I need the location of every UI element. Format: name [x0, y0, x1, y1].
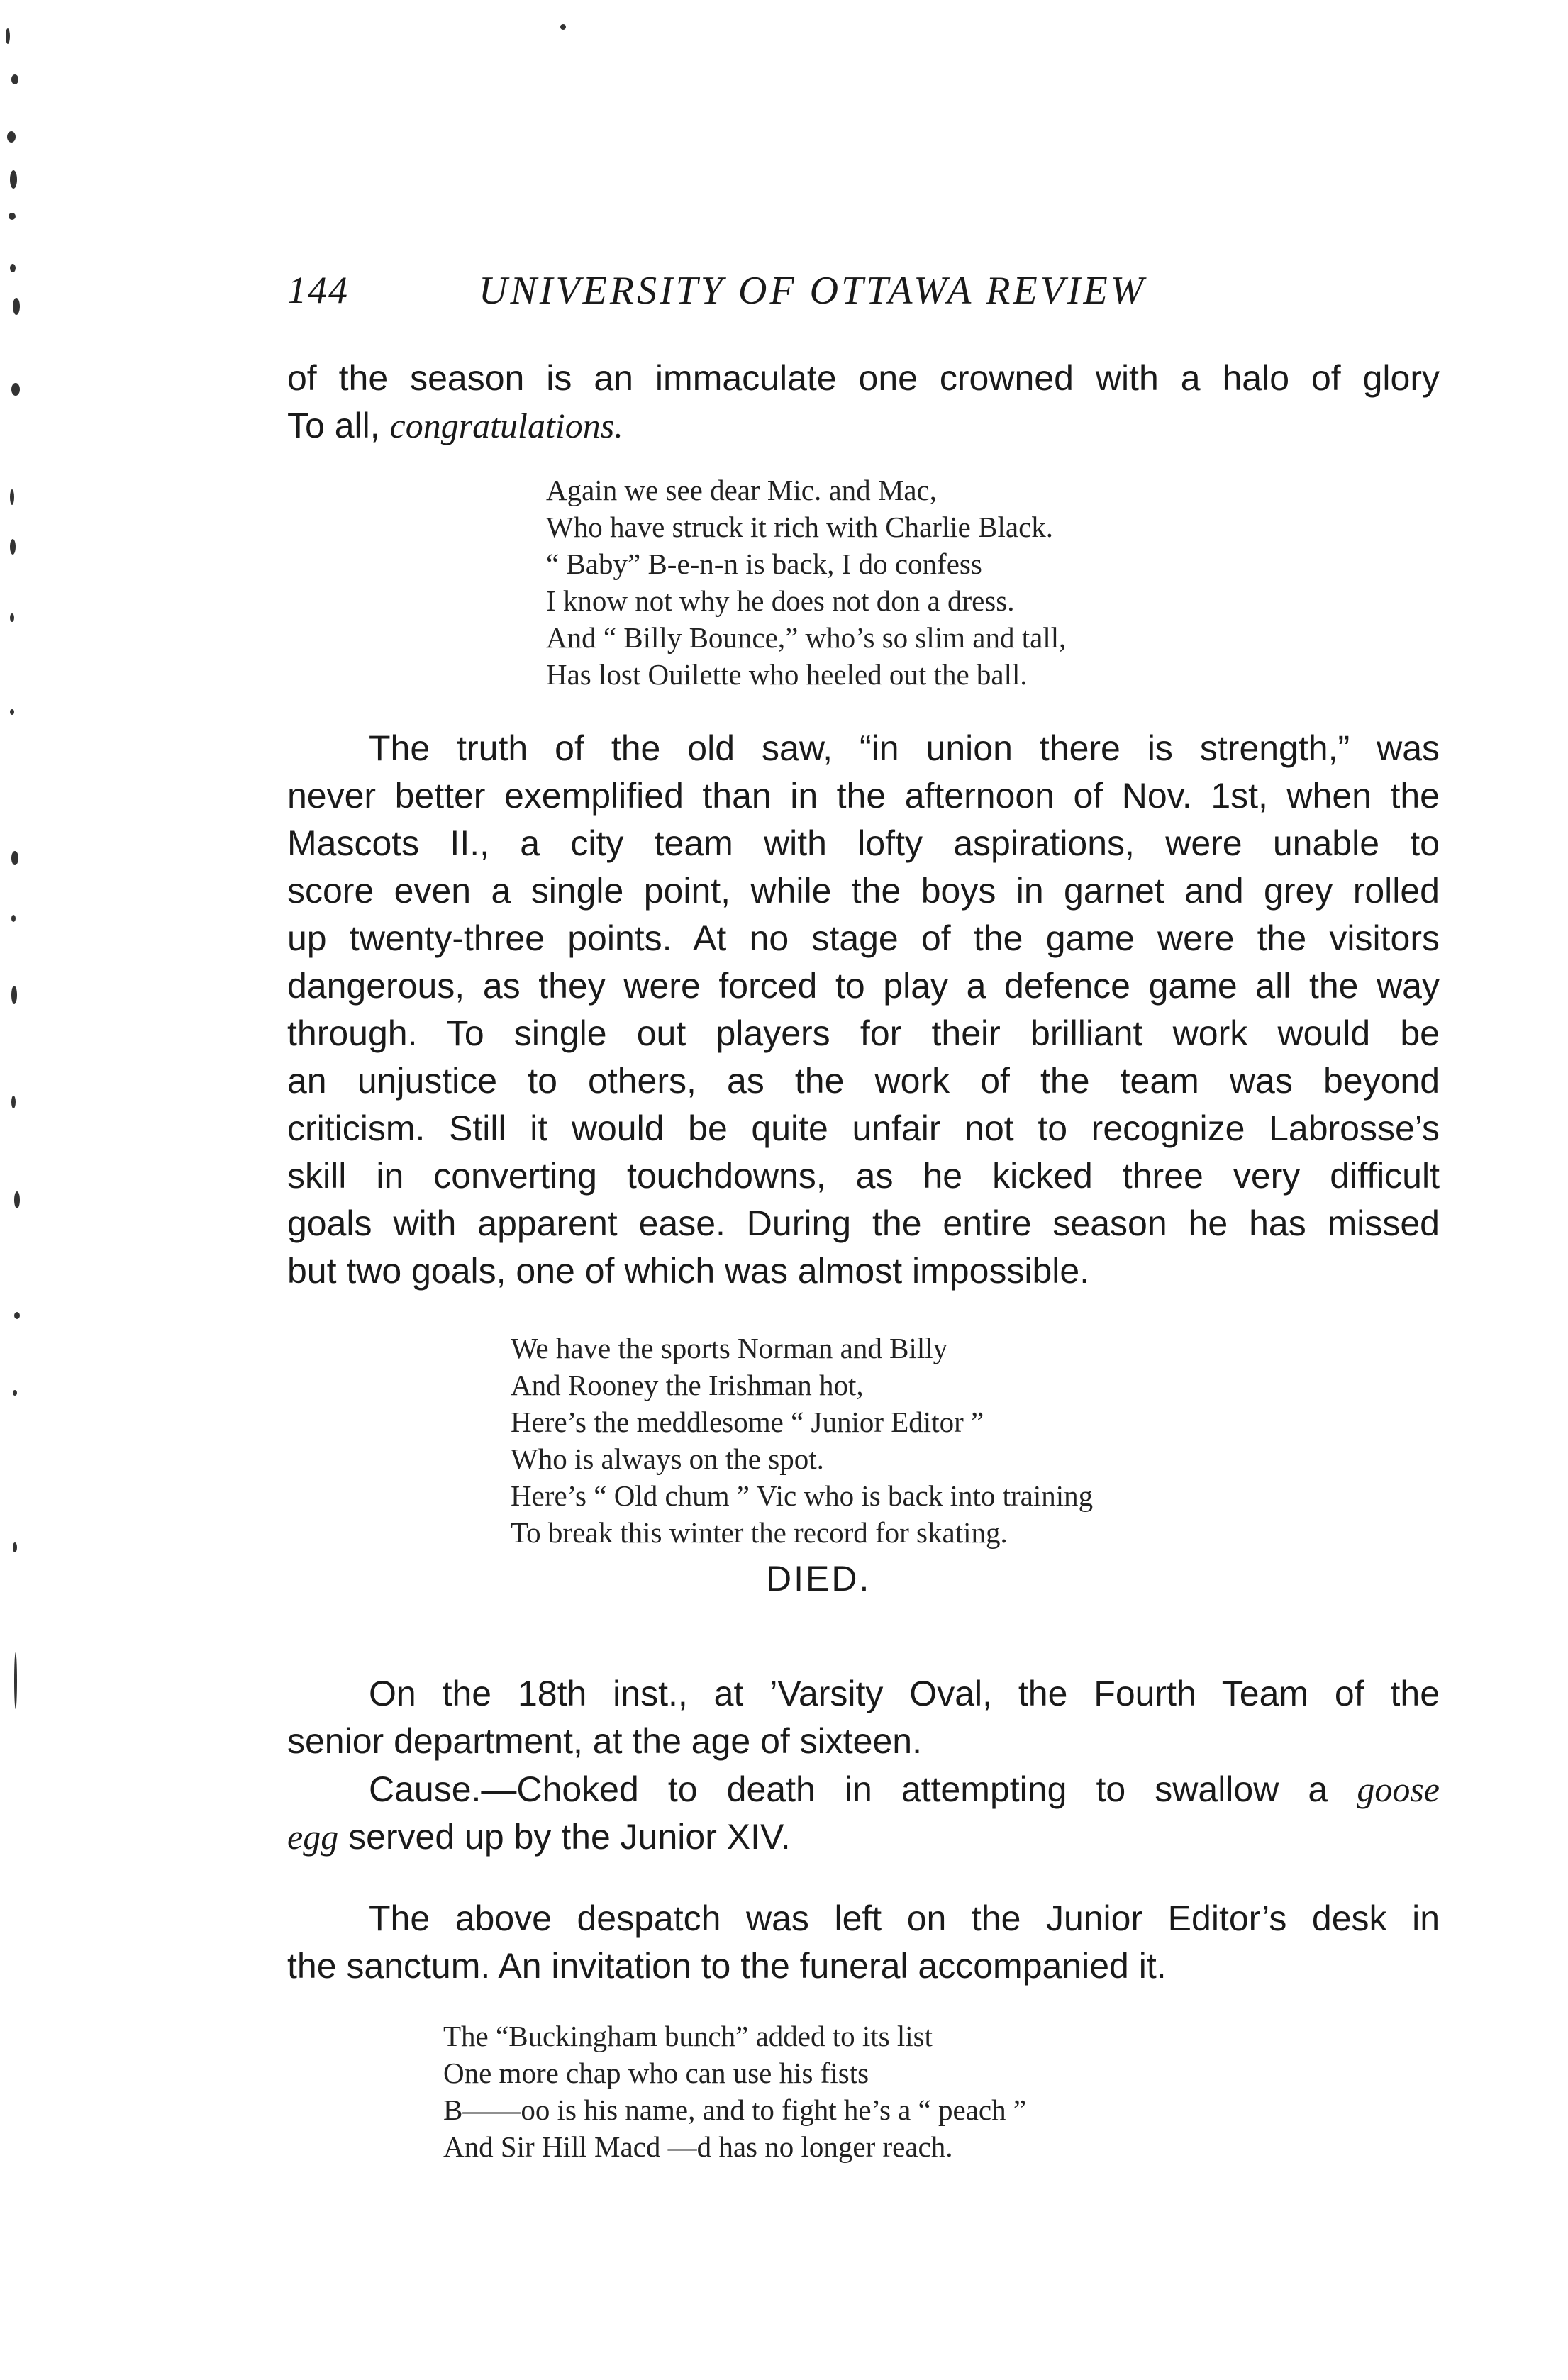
text-line: the sanctum. An invitation to the funeral accompanied it.	[287, 1946, 1167, 1986]
text-line: The above despatch was left on the Junior Editor’s desk in	[369, 1898, 1440, 1938]
verse-stanza-3	[443, 2018, 1026, 2165]
text-line: through. To single out players for their brilliant work would be	[287, 1013, 1440, 1053]
paragraph-death-notice	[287, 1670, 1440, 1765]
text-line: On the 18th inst., at ’Varsity Oval, the Fourth Team of the	[369, 1674, 1440, 1713]
paragraph-mascots-game	[287, 725, 1440, 1295]
text-line: up twenty-three points. At no stage of the game were the visitors	[287, 918, 1440, 958]
text-line: To all, congratulations.	[287, 406, 623, 445]
text-line: egg served up by the Junior XIV.	[287, 1817, 791, 1857]
verse-line: Again we see dear Mic. and Mac,	[546, 474, 937, 506]
verse-line: Here’s “ Old chum ” Vic who is back into training	[511, 1479, 1094, 1512]
text-line: Cause.—Choked to death in attempting to swallow a goose	[369, 1769, 1440, 1809]
verse-line: Here’s the meddlesome “ Junior Editor ”	[511, 1406, 984, 1438]
verse-line: The “Buckingham bunch” added to its list	[443, 2020, 933, 2052]
paragraph-cause	[287, 1766, 1440, 1861]
paragraph-season-close	[287, 355, 1440, 450]
text-line: but two goals, one of which was almost impossible.	[287, 1251, 1090, 1291]
verse-line: B——oo is his name, and to fight he’s a “ peach ”	[443, 2093, 1027, 2126]
verse-line: To break this winter the record for skating.	[511, 1516, 1008, 1549]
italic-text: congratulations.	[389, 406, 623, 445]
text-line: score even a single point, while the boys in garnet and grey rolled	[287, 871, 1440, 911]
verse-line: Has lost Ouilette who heeled out the ball.	[546, 658, 1028, 691]
text-line: an unjustice to others, as the work of the team was beyond	[287, 1061, 1440, 1101]
verse-line: And “ Billy Bounce,” who’s so slim and tall,	[546, 621, 1067, 654]
page-number: 144	[287, 269, 349, 311]
section-heading-died: DIED.	[766, 1559, 872, 1598]
text-line: skill in converting touchdowns, as he kicked three very difficult	[287, 1156, 1440, 1196]
text-line: senior department, at the age of sixteen.	[287, 1721, 922, 1761]
running-header	[287, 268, 1280, 325]
verse-line: And Rooney the Irishman hot,	[511, 1369, 864, 1401]
text-line: never better exemplified than in the afternoon of Nov. 1st, when the	[287, 776, 1440, 816]
text-line: dangerous, as they were forced to play a defence game all the way	[287, 966, 1440, 1006]
text-line: criticism. Still it would be quite unfair not to recognize Labrosse’s	[287, 1108, 1440, 1148]
journal-title: UNIVERSITY OF OTTAWA REVIEW	[479, 269, 1147, 313]
verse-line: “ Baby” B-e-n-n is back, I do confess	[546, 547, 982, 580]
italic-text: egg	[287, 1817, 339, 1857]
verse-line: Who is always on the spot.	[511, 1442, 824, 1475]
verse-stanza-2	[511, 1330, 1093, 1551]
text-line: The truth of the old saw, “in union there is strength,” was	[369, 728, 1440, 768]
verse-stanza-1	[546, 472, 1066, 693]
verse-line: I know not why he does not don a dress.	[546, 584, 1015, 617]
verse-line: One more chap who can use his fists	[443, 2057, 869, 2089]
text-line: goals with apparent ease. During the entire season he has missed	[287, 1203, 1440, 1243]
verse-line: Who have struck it rich with Charlie Black.	[546, 511, 1054, 543]
paragraph-despatch	[287, 1895, 1440, 1990]
text-line: Mascots II., a city team with lofty aspirations, were unable to	[287, 823, 1440, 863]
italic-text: goose	[1357, 1769, 1440, 1809]
verse-line: And Sir Hill Macd —d has no longer reach.	[443, 2130, 953, 2163]
verse-line: We have the sports Norman and Billy	[511, 1332, 948, 1364]
text-line: of the season is an immaculate one crowned with a halo of glory	[287, 358, 1440, 398]
